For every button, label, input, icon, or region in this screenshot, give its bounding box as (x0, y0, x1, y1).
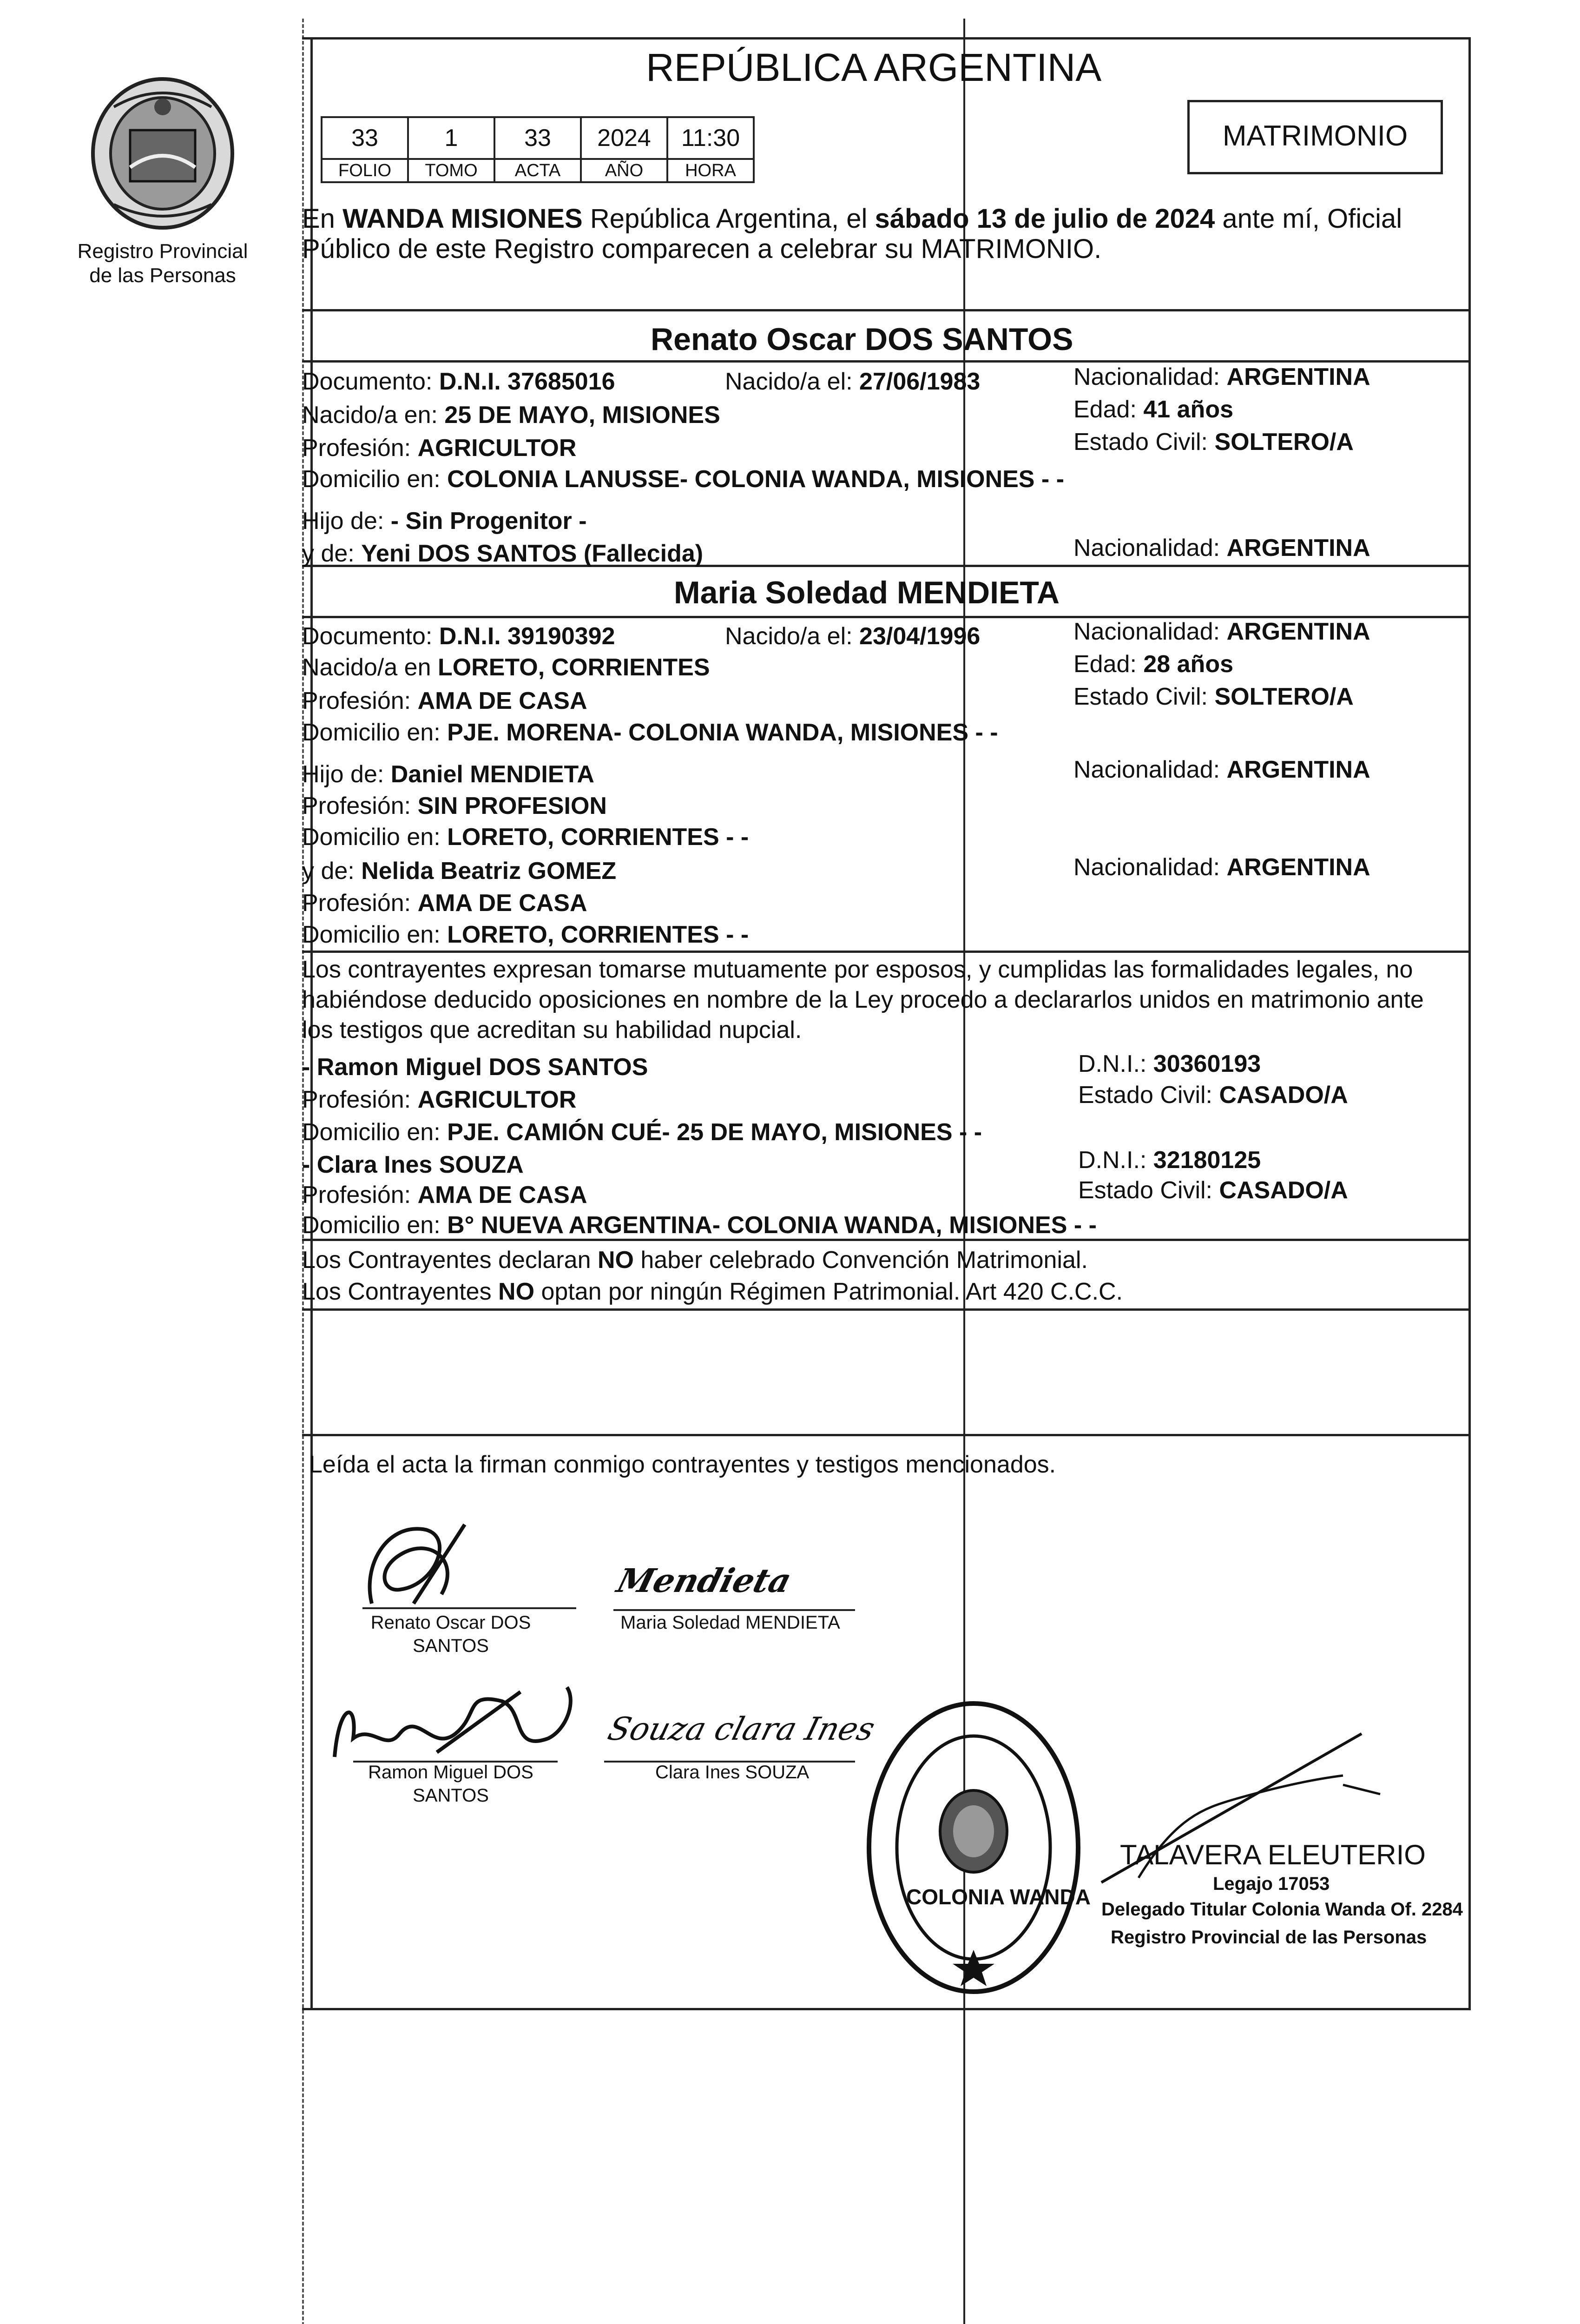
bride-mother-profession: Profesión: AMA DE CASA (302, 890, 587, 917)
acta-label: ACTA (494, 159, 581, 182)
intro-line-1 (302, 205, 1402, 233)
tomo-value: 1 (408, 117, 494, 159)
province-seal-icon (86, 74, 239, 232)
folio-value: 33 (322, 117, 408, 159)
registry-name-2: de las Personas (89, 264, 236, 287)
folio-label: FOLIO (322, 159, 408, 182)
groom-profession: Profesión: AGRICULTOR (302, 435, 577, 462)
intro-middle: República Argentina, el (582, 204, 875, 234)
witness-2-signature (604, 1706, 883, 1766)
registry-stamp-icon (864, 1697, 1091, 1999)
groom-signature (344, 1511, 586, 1613)
rule-before-closing (302, 1434, 1471, 1436)
rule-top (302, 37, 1471, 40)
rule-after-intro (302, 309, 1471, 311)
bride-signature-handwriting: Mendieta (613, 1561, 796, 1600)
declaration-line-2: habiéndose deducido oposiciones en nombre de la Ley procedo a declararlos unidos en matrimonio ante (302, 986, 1424, 1013)
witness-2-signature-name: Clara Ines SOUZA (655, 1762, 810, 1783)
groom-nationality: Nacionalidad: ARGENTINA (1073, 363, 1370, 390)
groom-signature-name-2: SANTOS (413, 1636, 489, 1656)
bride-doc: Documento: D.N.I. 39190392 (302, 623, 615, 650)
stamp-center-text: COLONIA WANDA (906, 1885, 1091, 1909)
registry-logo (86, 74, 239, 232)
witness-1-signature-icon (325, 1683, 586, 1766)
witness-2-signature-handwriting: Souza clara Ines (604, 1711, 879, 1748)
bride-signature (613, 1561, 864, 1613)
groom-born-on: Nacido/a el: 27/06/1983 (725, 368, 981, 395)
bride-mother-address: Domicilio en: LORETO, CORRIENTES - - (302, 921, 749, 948)
officer-office: Registro Provincial de las Personas (1111, 1927, 1427, 1948)
officer-name: TALAVERA ELEUTERIO (1120, 1839, 1426, 1870)
witness-1-civil: Estado Civil: CASADO/A (1078, 1082, 1348, 1109)
hora-value: 11:30 (667, 117, 754, 159)
witness-1-dni: D.N.I.: 30360193 (1078, 1050, 1261, 1077)
groom-civil-status: Estado Civil: SOLTERO/A (1073, 429, 1354, 456)
intro-line-2: Público de este Registro comparecen a celebrar su MATRIMONIO. (302, 234, 1102, 264)
regime-line-1: Los Contrayentes declaran NO haber celebrado Convención Matrimonial. (302, 1247, 1088, 1274)
witness-2-civil: Estado Civil: CASADO/A (1078, 1177, 1348, 1204)
rule-after-bride (302, 951, 1471, 953)
witness-2-dni: D.N.I.: 32180125 (1078, 1147, 1261, 1174)
groom-father: Hijo de: - Sin Progenitor - (302, 508, 587, 535)
intro-place: WANDA MISIONES (342, 204, 583, 234)
intro-prefix: En (302, 204, 343, 234)
bride-address: Domicilio en: PJE. MORENA- COLONIA WANDA, MISIONES - - (302, 719, 998, 746)
hora-label: HORA (667, 159, 754, 182)
witness-1-signature-name-1: Ramon Miguel DOS (368, 1762, 533, 1783)
witness-1-profession: Profesión: AGRICULTOR (302, 1086, 577, 1113)
declaration-line-3: los testigos que acreditan su habilidad nupcial. (302, 1017, 802, 1043)
groom-age: Edad: 41 años (1073, 396, 1233, 423)
act-type-box (1187, 100, 1443, 174)
bride-profession: Profesión: AMA DE CASA (302, 687, 587, 714)
anio-value: 2024 (581, 117, 667, 159)
witness-2-address: Domicilio en: B° NUEVA ARGENTINA- COLONIA WANDA, MISIONES - - (302, 1212, 1097, 1239)
declaration-line-1: Los contrayentes expresan tomarse mutuamente por esposos, y cumplidas las formalidades legales, no (302, 956, 1413, 983)
officer-legajo: Legajo 17053 (1213, 1874, 1330, 1894)
rule-bottom (302, 2008, 1471, 2010)
official-stamp (864, 1697, 1091, 1999)
bride-age: Edad: 28 años (1073, 651, 1233, 678)
bride-name-heading: Maria Soledad MENDIETA (674, 575, 1060, 610)
registry-name-1: Registro Provincial (77, 240, 248, 263)
witness-2-name: - Clara Ines SOUZA (302, 1151, 524, 1178)
acta-value: 33 (494, 117, 581, 159)
witness-1-signature (325, 1683, 586, 1766)
groom-born-in: Nacido/a en: 25 DE MAYO, MISIONES (302, 402, 720, 429)
bride-born-in: Nacido/a en LORETO, CORRIENTES (302, 654, 710, 681)
anio-label: AÑO (581, 159, 667, 182)
tomo-label: TOMO (408, 159, 494, 182)
bride-father: Hijo de: Daniel MENDIETA (302, 761, 594, 788)
country-title: REPÚBLICA ARGENTINA (646, 46, 1102, 89)
witness-1-name: - Ramon Miguel DOS SANTOS (302, 1054, 648, 1081)
act-type: MATRIMONIO (1222, 120, 1408, 152)
bride-civil-status: Estado Civil: SOLTERO/A (1073, 683, 1354, 710)
regime-line-2: Los Contrayentes NO optan por ningún Régimen Patrimonial. Art 420 C.C.C. (302, 1278, 1123, 1305)
witness-2-profession: Profesión: AMA DE CASA (302, 1182, 587, 1208)
right-border (1468, 37, 1471, 2008)
intro-suffix: ante mí, Oficial (1215, 204, 1402, 234)
bride-mother: y de: Nelida Beatriz GOMEZ (302, 858, 617, 885)
bride-father-profession: Profesión: SIN PROFESION (302, 792, 607, 819)
bride-signature-name: Maria Soledad MENDIETA (620, 1612, 840, 1633)
bride-born-on: Nacido/a el: 23/04/1996 (725, 623, 981, 650)
officer-role: Delegado Titular Colonia Wanda Of. 2284 (1101, 1899, 1463, 1920)
bride-mother-nationality: Nacionalidad: ARGENTINA (1073, 854, 1370, 881)
rule-after-regime (302, 1308, 1471, 1311)
groom-signature-name-1: Renato Oscar DOS (370, 1612, 531, 1633)
intro-date: sábado 13 de julio de 2024 (875, 204, 1215, 234)
closing-text: Leída el acta la firman conmigo contrayentes y testigos mencionados. (309, 1451, 1056, 1478)
groom-name-heading: Renato Oscar DOS SANTOS (651, 322, 1073, 357)
groom-signature-icon (344, 1511, 586, 1613)
witness-1-address: Domicilio en: PJE. CAMIÓN CUÉ- 25 DE MAYO, MISIONES - - (302, 1119, 982, 1146)
groom-address: Domicilio en: COLONIA LANUSSE- COLONIA WANDA, MISIONES - - (302, 466, 1065, 493)
bride-father-address: Domicilio en: LORETO, CORRIENTES - - (302, 824, 749, 851)
witness-1-signature-name-2: SANTOS (413, 1785, 489, 1806)
bride-nationality: Nacionalidad: ARGENTINA (1073, 618, 1370, 645)
groom-mother: y de: Yeni DOS SANTOS (Fallecida) (302, 540, 704, 567)
groom-mother-nationality: Nacionalidad: ARGENTINA (1073, 535, 1370, 561)
groom-doc: Documento: D.N.I. 37685016 (302, 368, 615, 395)
record-number-grid (321, 116, 755, 183)
bride-father-nationality: Nacionalidad: ARGENTINA (1073, 756, 1370, 783)
